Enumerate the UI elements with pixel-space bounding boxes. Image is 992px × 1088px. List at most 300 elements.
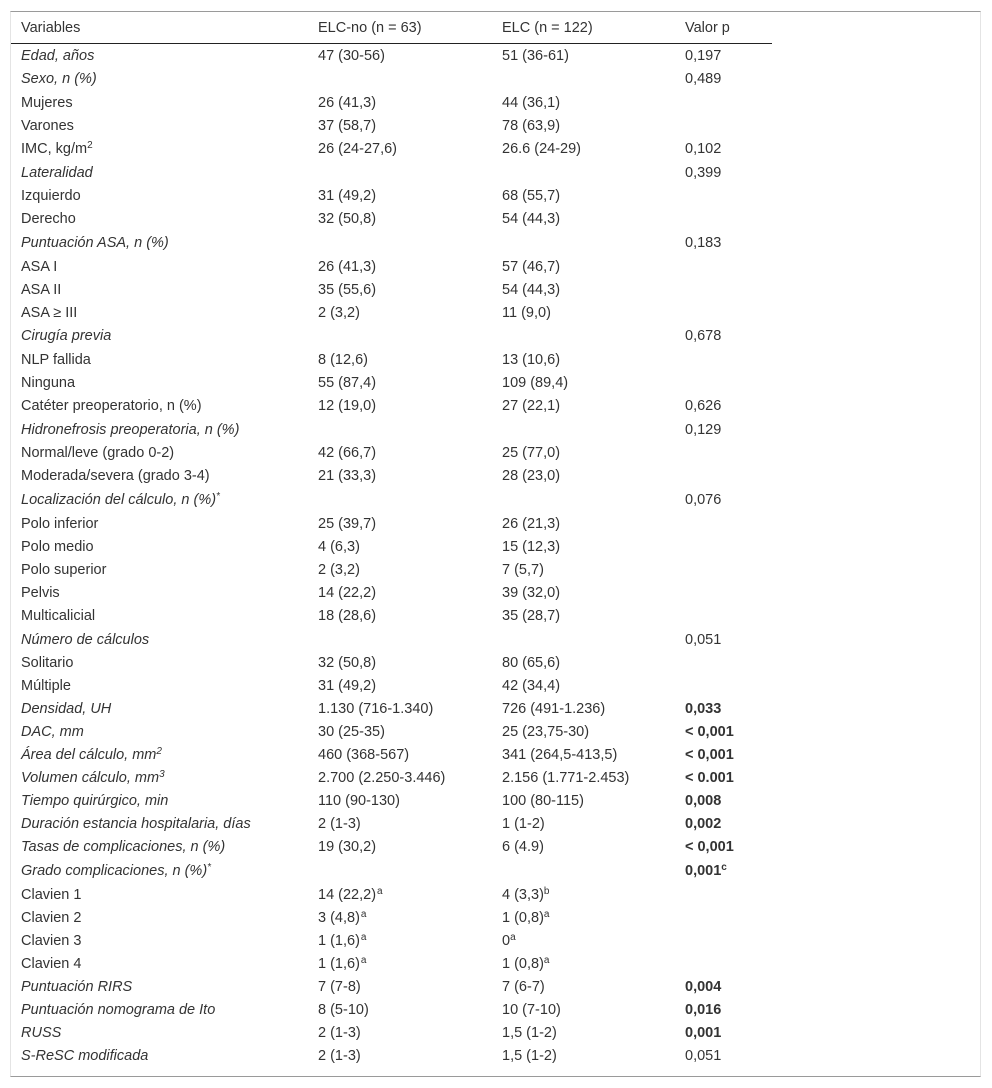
row-label — [11, 185, 308, 208]
table-row — [11, 767, 772, 790]
elc-no-value — [308, 278, 492, 301]
elc-no-value — [308, 395, 492, 418]
elc-no-value — [308, 442, 492, 465]
elc-text: 78 (63,9) — [502, 117, 561, 134]
row-label-text: Solitario — [21, 655, 74, 672]
elc-value — [492, 44, 675, 68]
elc-value — [492, 975, 675, 998]
elc-value — [492, 675, 675, 698]
row-label — [11, 465, 308, 488]
p-value — [675, 836, 772, 859]
row-label — [11, 372, 308, 395]
p-value-text: 0,008 — [685, 793, 722, 810]
p-value-text: 0,183 — [685, 234, 722, 251]
elc-no-text: 8 (5-10) — [318, 1001, 369, 1018]
p-value — [675, 558, 772, 581]
row-label — [11, 208, 308, 231]
elc-value — [492, 1044, 675, 1067]
elc-value — [492, 418, 675, 442]
elc-no-text: 26 (24-27,6) — [318, 140, 397, 157]
table-row — [11, 395, 772, 418]
elc-text: 15 (12,3) — [502, 538, 561, 555]
p-value — [675, 698, 772, 721]
p-value-text: 0,001 — [685, 1024, 722, 1041]
row-label — [11, 581, 308, 604]
elc-text: 51 (36-61) — [502, 47, 569, 64]
table-row — [11, 465, 772, 488]
p-value — [675, 675, 772, 698]
row-label-sup: * — [207, 861, 212, 873]
row-label — [11, 929, 308, 952]
elc-no-value — [308, 44, 492, 68]
p-value — [675, 137, 772, 160]
table-row — [11, 906, 772, 929]
elc-no-value — [308, 998, 492, 1021]
row-label — [11, 160, 308, 184]
row-label — [11, 906, 308, 929]
p-value-text: 0,489 — [685, 71, 722, 88]
elc-value — [492, 627, 675, 651]
row-label-text: ASA ≥ III — [21, 304, 78, 321]
p-value — [675, 442, 772, 465]
p-value — [675, 604, 772, 627]
row-label — [11, 278, 308, 301]
elc-no-text: 42 (66,7) — [318, 445, 377, 462]
p-value — [675, 44, 772, 68]
elc-sup: b — [543, 885, 550, 897]
p-value — [675, 231, 772, 255]
elc-no-value — [308, 1044, 492, 1067]
p-value-text: 0,004 — [685, 978, 722, 995]
header-elc: ELC (n = 122) — [492, 12, 675, 44]
elc-no-value — [308, 721, 492, 744]
row-label-text: Hidronefrosis preoperatoria, n (%) — [21, 421, 240, 438]
elc-no-value — [308, 906, 492, 929]
row-label — [11, 255, 308, 278]
row-label-sup: 2 — [87, 139, 93, 151]
row-label — [11, 721, 308, 744]
elc-no-value — [308, 952, 492, 975]
elc-text: 54 (44,3) — [502, 281, 561, 298]
elc-no-text: 30 (25-35) — [318, 724, 385, 741]
p-value-text: < 0.001 — [685, 770, 734, 787]
row-label — [11, 698, 308, 721]
row-label — [11, 442, 308, 465]
header-variables: Variables — [11, 12, 308, 44]
table-row — [11, 255, 772, 278]
p-value-text: 0,051 — [685, 631, 722, 648]
row-label — [11, 744, 308, 767]
p-value — [675, 975, 772, 998]
elc-no-value — [308, 372, 492, 395]
elc-no-text: 2 (1-3) — [318, 1047, 361, 1064]
p-value — [675, 301, 772, 324]
elc-text: 57 (46,7) — [502, 258, 561, 275]
elc-text: 27 (22,1) — [502, 398, 561, 415]
elc-no-text: 2 (1-3) — [318, 816, 361, 833]
row-label-text: Lateralidad — [21, 164, 93, 181]
elc-value — [492, 929, 675, 952]
elc-no-value — [308, 231, 492, 255]
elc-text: 35 (28,7) — [502, 607, 561, 624]
elc-text: 68 (55,7) — [502, 188, 561, 205]
elc-no-value — [308, 349, 492, 372]
elc-no-value — [308, 255, 492, 278]
row-label-text: Área del cálculo, mm — [21, 747, 157, 764]
row-label-text: RUSS — [21, 1024, 62, 1041]
elc-no-text: 25 (39,7) — [318, 515, 377, 532]
row-label — [11, 231, 308, 255]
elc-text: 25 (77,0) — [502, 445, 561, 462]
elc-text: 26.6 (24-29) — [502, 140, 581, 157]
row-label-text: Múltiple — [21, 678, 71, 695]
row-label — [11, 859, 308, 883]
p-value — [675, 767, 772, 790]
elc-no-value — [308, 813, 492, 836]
elc-no-text: 47 (30-56) — [318, 47, 385, 64]
elc-no-text: 2 (3,2) — [318, 304, 360, 321]
elc-no-value — [308, 185, 492, 208]
elc-text: 100 (80-115) — [502, 793, 584, 810]
row-label — [11, 883, 308, 906]
row-label — [11, 488, 308, 512]
table-row — [11, 975, 772, 998]
row-label-text: ASA II — [21, 281, 62, 298]
row-label-text: Catéter preoperatorio, n (%) — [21, 398, 202, 415]
elc-value — [492, 91, 675, 114]
row-label — [11, 512, 308, 535]
p-value — [675, 813, 772, 836]
p-value — [675, 998, 772, 1021]
elc-text: 13 (10,6) — [502, 352, 561, 369]
row-label — [11, 952, 308, 975]
elc-no-value — [308, 859, 492, 883]
elc-value — [492, 301, 675, 324]
elc-value — [492, 558, 675, 581]
elc-text: 7 (6-7) — [502, 978, 545, 995]
row-label-text: Tiempo quirúrgico, min — [21, 793, 169, 810]
elc-no-value — [308, 627, 492, 651]
p-value — [675, 906, 772, 929]
elc-value — [492, 1021, 675, 1044]
row-label — [11, 790, 308, 813]
row-label — [11, 535, 308, 558]
table-row — [11, 1021, 772, 1044]
p-value — [675, 465, 772, 488]
row-label-text: Grado complicaciones, n (%) — [21, 862, 208, 879]
elc-value — [492, 465, 675, 488]
row-label-text: Cirugía previa — [21, 328, 112, 345]
table-row — [11, 208, 772, 231]
elc-text: 4 (3,3) — [502, 886, 544, 903]
elc-no-text: 8 (12,6) — [318, 352, 368, 369]
row-label-sup: 3 — [159, 769, 165, 781]
row-label-text: Duración estancia hospitalaria, días — [21, 816, 251, 833]
row-label-text: Mujeres — [21, 94, 73, 111]
elc-no-text: 4 (6,3) — [318, 538, 360, 555]
elc-no-text: 14 (22,2) — [318, 887, 377, 904]
table-row — [11, 698, 772, 721]
p-value — [675, 883, 772, 906]
table-row — [11, 349, 772, 372]
elc-no-value — [308, 581, 492, 604]
elc-value — [492, 324, 675, 348]
elc-no-text: 1 (1,6) — [318, 933, 360, 950]
elc-text: 1,5 (1-2) — [502, 1024, 557, 1041]
table-row — [11, 137, 772, 160]
row-label — [11, 349, 308, 372]
row-label-text: Clavien 1 — [21, 886, 82, 903]
elc-no-text: 18 (28,6) — [318, 607, 377, 624]
row-label — [11, 813, 308, 836]
header-elc-no: ELC-no (n = 63) — [308, 12, 492, 44]
table-row — [11, 627, 772, 651]
elc-no-value — [308, 465, 492, 488]
row-label-text: Derecho — [21, 211, 76, 228]
row-label-text: Clavien 2 — [21, 909, 82, 926]
elc-no-value — [308, 767, 492, 790]
p-value — [675, 208, 772, 231]
elc-no-text: 55 (87,4) — [318, 375, 377, 392]
elc-no-text: 31 (49,2) — [318, 188, 377, 205]
elc-no-sup: a — [360, 955, 367, 967]
elc-no-value — [308, 324, 492, 348]
elc-no-value — [308, 883, 492, 906]
table-row — [11, 883, 772, 906]
elc-text: 28 (23,0) — [502, 468, 561, 485]
table-row — [11, 813, 772, 836]
p-value — [675, 185, 772, 208]
elc-value — [492, 231, 675, 255]
elc-text: 109 (89,4) — [502, 375, 569, 392]
row-label — [11, 418, 308, 442]
elc-text: 1 (0,8) — [502, 955, 544, 972]
elc-text: 6 (4.9) — [502, 839, 544, 856]
elc-text: 80 (65,6) — [502, 655, 561, 672]
p-value — [675, 790, 772, 813]
header-p-value: Valor p — [675, 12, 772, 44]
row-label-text: Tasas de complicaciones, n (%) — [21, 839, 226, 856]
elc-value — [492, 208, 675, 231]
table-row — [11, 790, 772, 813]
p-value — [675, 91, 772, 114]
elc-no-value — [308, 301, 492, 324]
elc-no-value — [308, 675, 492, 698]
p-value-sup: c — [721, 861, 727, 873]
row-label — [11, 67, 308, 91]
elc-value — [492, 744, 675, 767]
p-value — [675, 160, 772, 184]
elc-value — [492, 652, 675, 675]
elc-value — [492, 581, 675, 604]
elc-no-text: 7 (7-8) — [318, 978, 361, 995]
row-label — [11, 604, 308, 627]
row-label-sup: 2 — [156, 746, 162, 758]
elc-no-value — [308, 744, 492, 767]
row-label-text: Pelvis — [21, 584, 60, 601]
row-label — [11, 324, 308, 348]
elc-no-value — [308, 698, 492, 721]
elc-text: 0 — [502, 932, 511, 949]
p-value — [675, 744, 772, 767]
table-row — [11, 442, 772, 465]
elc-no-text: 32 (50,8) — [318, 211, 377, 228]
row-label-text: Edad, años — [21, 47, 95, 64]
elc-no-text: 2 (3,2) — [318, 561, 360, 578]
elc-value — [492, 114, 675, 137]
p-value — [675, 581, 772, 604]
elc-no-value — [308, 208, 492, 231]
p-value-text: < 0,001 — [685, 839, 734, 856]
p-value — [675, 349, 772, 372]
elc-value — [492, 952, 675, 975]
row-label-text: DAC, mm — [21, 724, 84, 741]
table-row — [11, 859, 772, 883]
elc-value — [492, 535, 675, 558]
elc-no-text: 110 (90-130) — [318, 793, 400, 810]
elc-no-text: 12 (19,0) — [318, 398, 377, 415]
row-label-text: Polo inferior — [21, 515, 99, 532]
table-row — [11, 418, 772, 442]
elc-value — [492, 859, 675, 883]
elc-no-text: 37 (58,7) — [318, 117, 377, 134]
elc-no-text: 2.700 (2.250-3.446) — [318, 770, 446, 787]
p-value — [675, 488, 772, 512]
elc-no-text: 3 (4,8) — [318, 910, 360, 927]
p-value — [675, 372, 772, 395]
p-value-text: < 0,001 — [685, 747, 734, 764]
elc-text: 54 (44,3) — [502, 211, 561, 228]
data-table — [11, 12, 772, 1067]
elc-no-value — [308, 975, 492, 998]
elc-text: 2.156 (1.771-2.453) — [502, 770, 630, 787]
elc-text: 10 (7-10) — [502, 1001, 561, 1018]
elc-text: 7 (5,7) — [502, 561, 544, 578]
elc-value — [492, 836, 675, 859]
elc-no-value — [308, 1021, 492, 1044]
p-value — [675, 535, 772, 558]
row-label — [11, 975, 308, 998]
p-value — [675, 627, 772, 651]
elc-text: 44 (36,1) — [502, 94, 561, 111]
table-row — [11, 67, 772, 91]
elc-value — [492, 372, 675, 395]
row-label — [11, 91, 308, 114]
p-value-text: 0,626 — [685, 398, 722, 415]
table-row — [11, 929, 772, 952]
elc-sup: a — [543, 908, 550, 920]
table-row — [11, 278, 772, 301]
table-row — [11, 114, 772, 137]
row-label — [11, 836, 308, 859]
p-value — [675, 114, 772, 137]
elc-text: 1,5 (1-2) — [502, 1047, 557, 1064]
row-label — [11, 44, 308, 68]
table-row — [11, 324, 772, 348]
table-row — [11, 160, 772, 184]
row-label-text: Densidad, UH — [21, 701, 112, 718]
elc-no-text: 35 (55,6) — [318, 281, 377, 298]
row-label-text: Volumen cálculo, mm — [21, 770, 160, 787]
row-label-text: Varones — [21, 117, 74, 134]
elc-no-value — [308, 604, 492, 627]
elc-no-value — [308, 929, 492, 952]
table-row — [11, 721, 772, 744]
row-label — [11, 558, 308, 581]
elc-text: 25 (23,75-30) — [502, 724, 590, 741]
elc-value — [492, 137, 675, 160]
elc-no-value — [308, 790, 492, 813]
row-label-text: Puntuación RIRS — [21, 978, 133, 995]
elc-no-text: 21 (33,3) — [318, 468, 377, 485]
table-row — [11, 91, 772, 114]
table-row — [11, 535, 772, 558]
row-label — [11, 1044, 308, 1067]
row-label-sup: * — [216, 491, 220, 503]
elc-no-text: 32 (50,8) — [318, 655, 377, 672]
elc-no-text: 1 (1,6) — [318, 956, 360, 973]
elc-no-text: 26 (41,3) — [318, 94, 377, 111]
table-row — [11, 44, 772, 68]
elc-no-text: 14 (22,2) — [318, 584, 377, 601]
elc-value — [492, 512, 675, 535]
elc-no-text: 1.130 (716-1.340) — [318, 701, 434, 718]
elc-value — [492, 813, 675, 836]
elc-text: 1 (1-2) — [502, 816, 545, 833]
table-row — [11, 185, 772, 208]
header-row — [11, 12, 772, 44]
table-row — [11, 488, 772, 512]
elc-value — [492, 349, 675, 372]
table-row — [11, 581, 772, 604]
p-value-text: 0,197 — [685, 47, 722, 64]
elc-value — [492, 278, 675, 301]
elc-no-value — [308, 535, 492, 558]
row-label — [11, 652, 308, 675]
elc-value — [492, 488, 675, 512]
elc-no-text: 2 (1-3) — [318, 1024, 361, 1041]
table-row — [11, 301, 772, 324]
table-body — [11, 44, 772, 1068]
p-value-text: 0,001 — [685, 862, 722, 879]
p-value-text: 0,051 — [685, 1047, 722, 1064]
elc-text: 341 (264,5-413,5) — [502, 747, 618, 764]
row-label — [11, 627, 308, 651]
row-label-text: Puntuación nomograma de Ito — [21, 1001, 216, 1018]
p-value-text: 0,076 — [685, 492, 722, 509]
elc-value — [492, 604, 675, 627]
p-value-text: 0,102 — [685, 140, 722, 157]
row-label-text: ASA I — [21, 258, 58, 275]
p-value — [675, 1044, 772, 1067]
elc-value — [492, 998, 675, 1021]
table-row — [11, 675, 772, 698]
elc-text: 26 (21,3) — [502, 515, 561, 532]
elc-no-value — [308, 558, 492, 581]
row-label-text: NLP fallida — [21, 352, 91, 369]
table-row — [11, 652, 772, 675]
elc-value — [492, 67, 675, 91]
p-value — [675, 67, 772, 91]
elc-sup: a — [543, 954, 550, 966]
row-label — [11, 301, 308, 324]
elc-value — [492, 395, 675, 418]
table-row — [11, 836, 772, 859]
row-label-text: Moderada/severa (grado 3-4) — [21, 468, 210, 485]
table-frame — [10, 11, 981, 1077]
elc-no-value — [308, 137, 492, 160]
p-value-text: 0,129 — [685, 421, 722, 438]
